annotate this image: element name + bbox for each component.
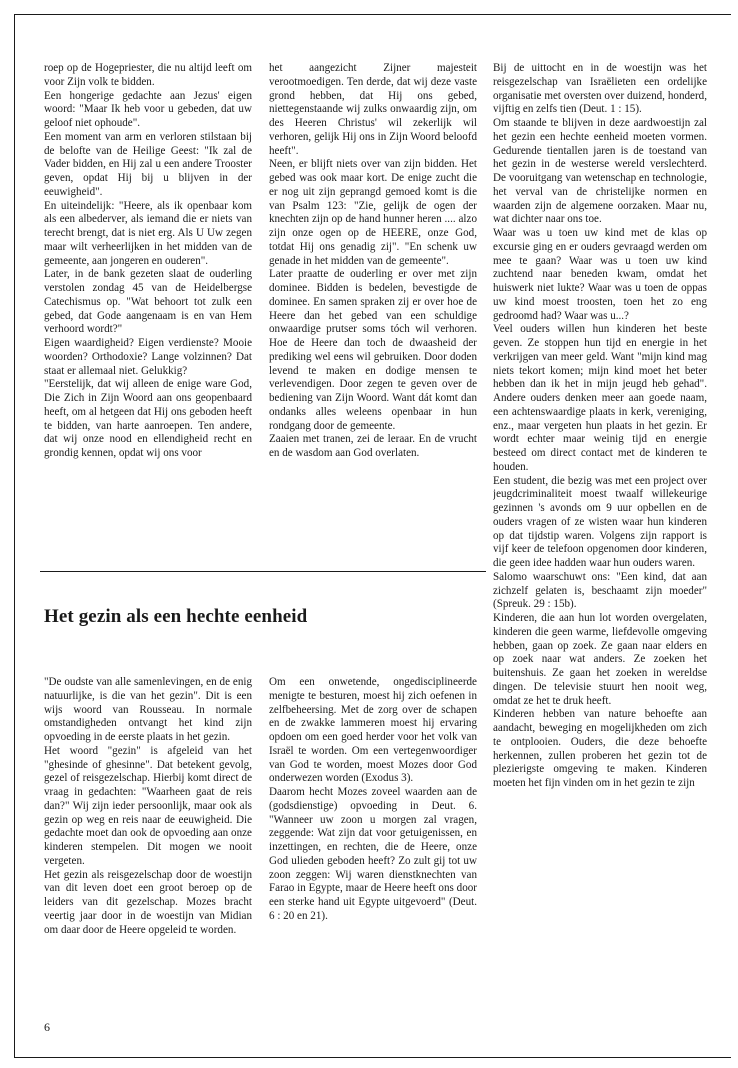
paragraph: Later praatte de ouderling er over met zijn dominee. Bidden is bedelen, bevestigde de dominee. En samen spraken zij er over hoe de Heere dan het gebed van een schuldige onwaardige prutser soms tóch wil verhoren. Hoe de Heere dan toch de dwaasheid der prediking wel eens wil gebruiken. Door doden levend te maken en dodige mensen te verlevendigen. Door zegen te geven over de bediening van Zijn Woord. Want dát komt dan ondanks alles weleens openbaar in hun rondgang door de gemeente. xyxy=(269,268,477,432)
lower-column-2 xyxy=(269,676,477,1014)
paragraph: "Eerstelijk, dat wij alleen de enige ware God, Die Zich in Zijn Woord aan ons geopenbaard heeft, om al hetgeen dat Hij ons geboden heeft te bidden, van harte aanroepen. Ten andere, dat wij onze nood en ellendigheid recht en grondig kennen, opdat wij ons voor xyxy=(44,378,252,459)
paragraph: Neen, er blijft niets over van zijn bidden. Het gebed was ook maar kort. De enige zucht die er nog uit zijn geprangd gemoed komt is die van Psalm 123: "Zie, gelijk de ogen der knechten zijn op de hand hunner heren .... alzo zijn onze ogen op de HEERE, onze God, totdat Hij ons genadig zij". "En schenk uw genade in het midden van de gemeente". xyxy=(269,158,477,267)
paragraph: En uiteindelijk: "Heere, als ik openbaar kom als een albederver, als iemand die er niets van terecht brengt, dat is niet erg. Als U Uw zegen maar wilt verheerlijken in het midden van de gemeente, aan jongeren en ouderen". xyxy=(44,199,252,267)
right-column xyxy=(493,62,707,1052)
paragraph: Zaaien met tranen, zei de leraar. En de vrucht en de wasdom aan God overlaten. xyxy=(269,433,477,459)
lower-column-1 xyxy=(44,676,252,1014)
paragraph: Een moment van arm en verloren stilstaan bij de belofte van de Heilige Geest: "Ik zal de Vader bidden, en Hij zal u een andere Trooster geven, opdat Hij bij u blijven in der eeuwigheid". xyxy=(44,130,252,198)
paragraph: Het woord "gezin" is afgeleid van het "ghesinde of ghesinne". Dat betekent gevolg, gezel of reisgezelschap. Hierbij komt direct de vraag in gedachten: "Waarheen gaat de reis dan?" Wij zijn ieder persoonlijk, maar ook als gezin op weg en reis naar de eeuwigheid. Die gedachte moet dan ook de opvoeding aan onze kinderen stempelen. Dit mogen we nooit vergeten. xyxy=(44,744,252,867)
paragraph: "De oudste van alle samenlevingen, en de enig natuurlijke, is die van het gezin". Dit is een wijs woord van Rousseau. In normale omstandigheden ontvangt het kind zijn opvoeding in de eerste plaats in het gezin. xyxy=(44,676,252,743)
upper-column-1 xyxy=(44,62,252,570)
section-divider xyxy=(40,571,486,572)
section-heading: Het gezin als een hechte eenheid xyxy=(44,606,308,627)
upper-column-2 xyxy=(269,62,477,570)
paragraph: Waar was u toen uw kind met de klas op excursie ging en er ouders gevraagd werden om mee te gaan? Waar was u toen uw kind zuchtend naar beneden kwam, omdat het huiswerk niet lukte? Waar was u toen de oppas uw kind moest troosten, toen het zo eng gedroomd had? Waar was u...? xyxy=(493,227,707,322)
paragraph: Kinderen, die aan hun lot worden overgelaten, kinderen die geen warme, liefdevolle omgeving hebben, gaan op zoek. Ze gaan naar elders en op zoek naar wat anders. Ze zoeken het buitenshuis. Ze gaan het zoeken in wereldse dingen. De televisie stuurt hen nooit weg, omdat ze het te druk heeft. xyxy=(493,612,707,707)
paragraph: Een student, die bezig was met een project over jeugdcriminaliteit moest twaalf willekeurige gezinnen 's avonds om 9 uur opbellen en de ouders vragen of ze wisten waar hun kinderen op dat tijdstip waren. Volgens zijn rapport is vijf keer de telefoon opgenomen door kinderen, die geen idee hadden waar hun ouders waren. xyxy=(493,474,707,569)
paragraph: Om staande te blijven in deze aardwoestijn zal het gezin een hechte eenheid moeten vormen. Gedurende tientallen jaren is de toestand van het gezin in de westerse wereld verslechterd. De vooruitgang van wetenschap en technologie, het verval van de christelijke normen en waarden zijn de algemene oorzaken. Maar nu, wat dichter naar ons toe. xyxy=(493,117,707,226)
paragraph: Eigen waardigheid? Eigen verdienste? Mooie woorden? Orthodoxie? Lange volzinnen? Dat staat er allemaal niet. Gelukkig? xyxy=(44,337,252,377)
paragraph: roep op de Hogepriester, die nu altijd leeft om voor Zijn volk te bidden. xyxy=(44,62,252,88)
paragraph: Daarom hecht Mozes zoveel waarden aan de (godsdienstige) opvoeding in Deut. 6. "Wanneer uw zoon u morgen zal vragen, zeggende: Wat zijn dat voor getuigenissen, en inzettingen, en rechten, die de Heere, onze God ulieden geboden heeft? Zo zult gij tot uw zoon zeggen: Wij waren dienstknechten van Farao in Egypte, maar de Heere heeft ons door een sterke hand uit Egypte uitgevoerd" (Deut. 6 : 20 en 21). xyxy=(269,786,477,922)
paragraph: Om een onwetende, ongedisciplineerde menigte te besturen, moest hij zich oefenen in zelfbeheersing. Met de zorg over de schapen en de zwakke lammeren moest hij ervaring opdoen om een goed herder voor het volk van Israël te worden. Om een vertegenwoordiger van God te worden, moest Mozes door God onderwezen worden (Exodus 3). xyxy=(269,676,477,785)
paragraph: Salomo waarschuwt ons: "Een kind, dat aan zichzelf gelaten is, beschaamt zijn moeder" (Spreuk. 29 : 15b). xyxy=(493,570,707,611)
paragraph: het aangezicht Zijner majesteit verootmoedigen. Ten derde, dat wij deze vaste grond hebben, dat Hij ons gebed, niettegenstaande wij zulks onwaardig zijn, om des Heeren Christus' wil zekerlijk wil verhoren, gelijk Hij ons in Zijn Woord beloofd heeft". xyxy=(269,62,477,157)
page-number: 6 xyxy=(44,1020,50,1034)
paragraph: Bij de uittocht en in de woestijn was het reisgezelschap van Israëlieten een ordelijke organisatie met oversten over duizend, honderd, vijftig en zelfs tien (Deut. 1 : 15). xyxy=(493,62,707,116)
paragraph: Het gezin als reisgezelschap door de woestijn van dit leven doet een groot beroep op de leiders van dit gezelschap. Mozes bracht veertig jaar door in de woestijn van Midian om daar door de Heere opgeleid te worden. xyxy=(44,868,252,936)
paragraph: Later, in de bank gezeten slaat de ouderling verstolen zondag 45 van de Heidelbergse Catechismus op. "Wat behoort tot zulk een gebed, dat Gode aangenaam is en van Hem verhoord wordt?" xyxy=(44,268,252,336)
paragraph: Kinderen hebben van nature behoefte aan aandacht, beweging en mogelijkheden om zich te ontplooien. Ouders, die deze behoefte herkennen, zullen proberen het gezin tot de plezierigste omgeving te maken. Kinderen moeten het fijn vinden om in het gezin te zijn xyxy=(493,708,707,789)
paragraph: Een hongerige gedachte aan Jezus' eigen woord: "Maar Ik heb voor u gebeden, dat uw geloof niet ophoude". xyxy=(44,89,252,129)
paragraph: Veel ouders willen hun kinderen het beste geven. Ze stoppen hun tijd en energie in het verkrijgen van meer geld. Want "mijn kind mag niets tekort komen; mijn kind moet het beter hebben dan ik het in mijn jeugd heb gehad". Andere ouders denken meer aan goede naam, een achtenswaardige plaats in kerk, vereniging, enz., maar vergeten hun plaats in het gezin. Er wordt echter maar weinig tijd en energie besteed om direct contact met de kinderen te houden. xyxy=(493,323,707,473)
